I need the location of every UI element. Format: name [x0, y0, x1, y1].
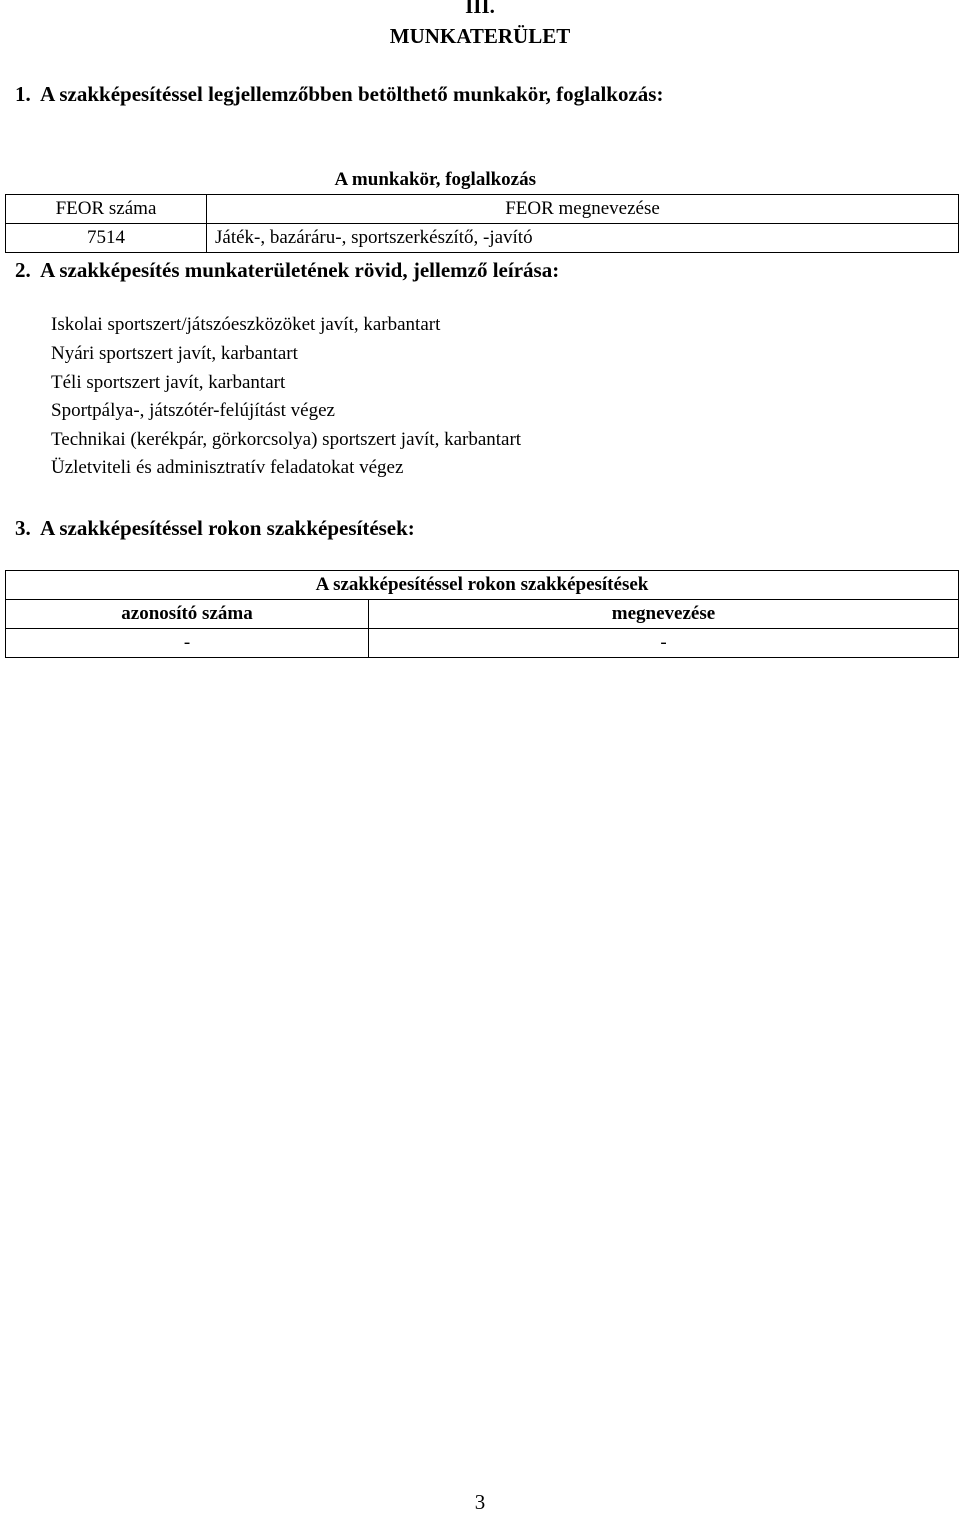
related-table-caption: A szakképesítéssel rokon szakképesítések [6, 571, 959, 600]
chapter-number: III. [465, 0, 495, 18]
section2-heading: 2. A szakképesítés munkaterületének rövid, jellemző leírása: [15, 258, 560, 282]
related-table-header-row [6, 600, 959, 629]
page-number: 3 [474, 1490, 486, 1514]
related-qualifications-table [5, 570, 959, 658]
chapter-title: MUNKATERÜLET [389, 24, 571, 48]
feor-table-header-row [6, 195, 959, 224]
description-line: Nyári sportszert javít, karbantart [51, 343, 298, 364]
description-line: Technikai (kerékpár, görkorcsolya) sportszert javít, karbantart [51, 429, 522, 450]
feor-code-cell: 7514 [6, 224, 207, 253]
related-code-header: azonosító száma [6, 600, 369, 629]
feor-table [5, 166, 959, 253]
feor-table-caption: A munkakör, foglalkozás [334, 169, 536, 190]
feor-name-cell: Játék-, bazáráru-, sportszerkészítő, -javító [207, 224, 959, 253]
related-name-header: megnevezése [369, 600, 959, 629]
description-line: Sportpálya-, játszótér-felújítást végez [51, 400, 335, 421]
feor-code-header: FEOR száma [6, 195, 207, 224]
description-line: Téli sportszert javít, karbantart [51, 372, 286, 393]
related-table-caption-row [6, 571, 959, 600]
section1-heading: 1. A szakképesítéssel legjellemzőbben betölthető munkakör, foglalkozás: [15, 82, 664, 106]
description-line: Üzletviteli és adminisztratív feladatokat végez [51, 457, 404, 478]
feor-table-caption-row [6, 166, 959, 195]
section3-heading: 3. A szakképesítéssel rokon szakképesítések: [15, 516, 415, 540]
feor-name-header: FEOR megnevezése [207, 195, 959, 224]
table-row [6, 629, 959, 658]
table-row [6, 224, 959, 253]
related-name-cell: - [369, 629, 959, 658]
description-line: Iskolai sportszert/játszóeszközöket javít, karbantart [51, 314, 441, 335]
related-code-cell: - [6, 629, 369, 658]
